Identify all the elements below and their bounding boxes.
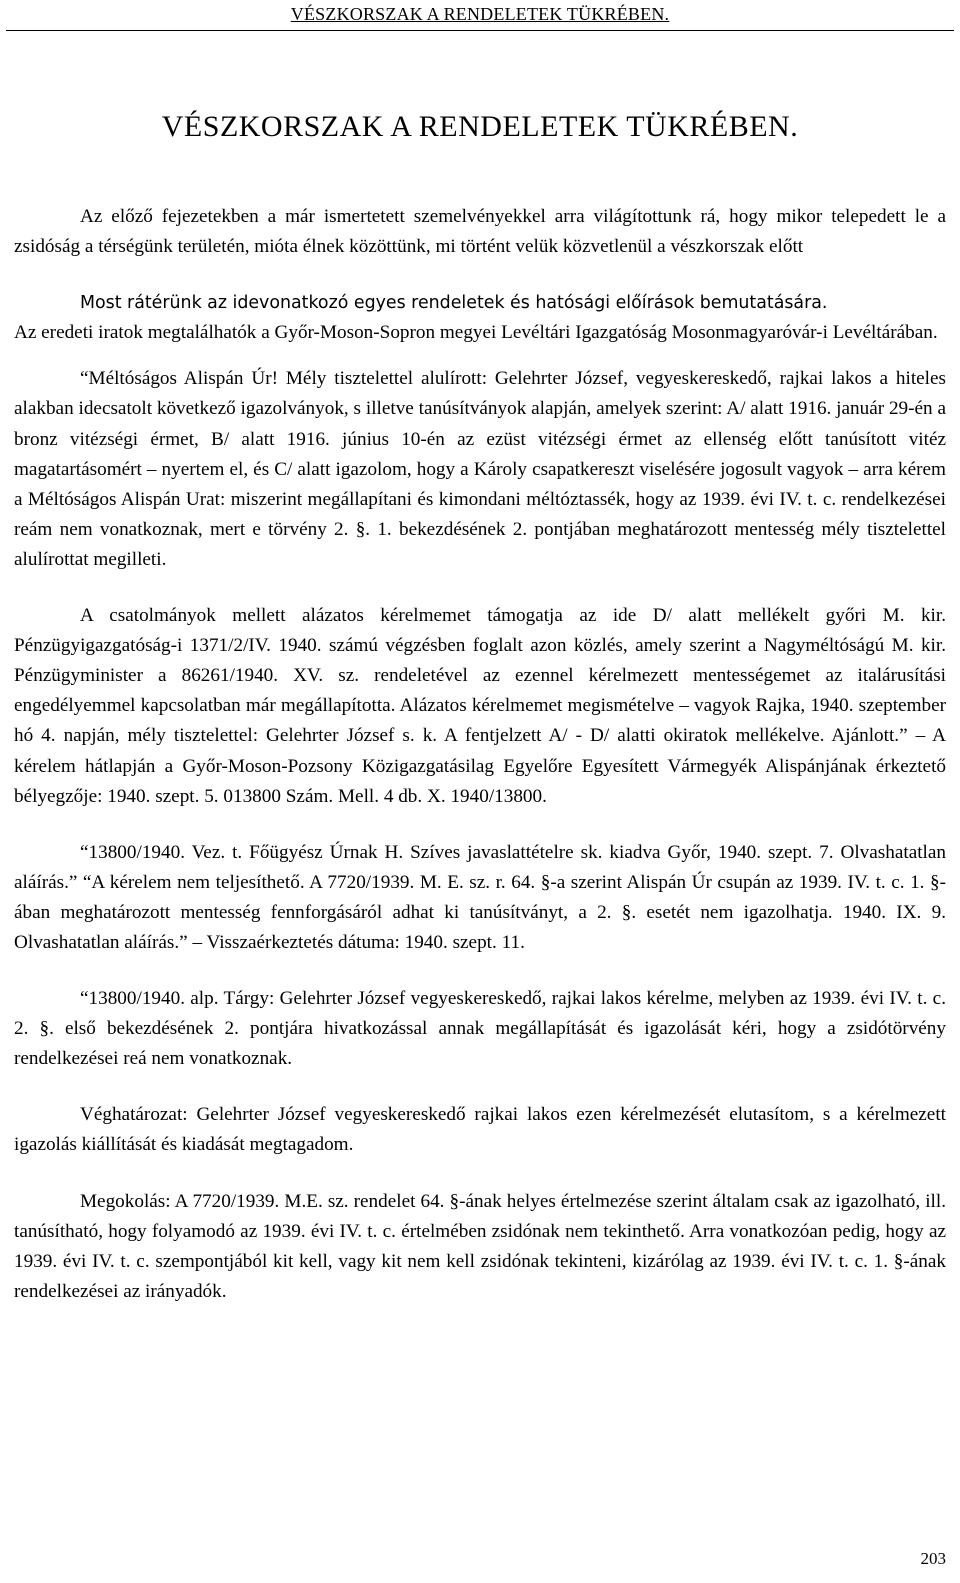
paragraph-attachments: A csatolmányok mellett alázatos kérelmemet támogatja az ide D/ alatt mellékelt győri M. kir. Pénzügyigazgatóság-i 1371/2/IV. 1940. számú végzésben foglalt azon közlés, amely szerint a Nagyméltóságú M. kir. Pénzügyminister a 86261/1940. XV. sz. rendeletével az ezennel kérelmezett mentességemet az italárusítási engedélyemmel kapcsolatban már megállapította. Alázatos kérelmemet megismételve – vagyok Rajka, 1940. szeptember hó 4. napján, mély tisztelettel: Gelehrter József s. k. A fentjelzett A/ - D/ alatti okiratok mellékelve. Ajánlott.” – A kérelem hátlapján a Győr-Moson-Pozsony Közigazgatásilag Egyelőre Egyesített Vármegyék Alispánjának érkeztető bélyegzője: 1940. szept. 5. 013800 Szám. Mell. 4 db. X. 1940/13800. (14, 605, 946, 807)
paragraph-archive-source: Az eredeti iratok megtalálhatók a Győr-Moson-Sopron megyei Levéltári Igazgatóság Mosonmagyaróvár-i Levéltárában. (14, 322, 938, 344)
paragraph-transition: Most rátérünk az idevonatkozó egyes rendeletek és hatósági előírások bemutatására. (80, 293, 828, 314)
paragraph-prosecutor-note: “13800/1940. Vez. t. Főügyész Úrnak H. Szíves javaslattételre sk. kiadva Győr, 1940. szept. 7. Olvashatatlan aláírás.” “A kérelem nem teljesíthető. A 7720/1939. M. E. sz. r. 64. §-a szerint Alispán Úr csupán az 1939. IV. t. c. 1. §-ában meghatározott mentesség fennforgásáról adhat ki tanúsítványt, a 2. §. esetét nem igazolhatja. 1940. IX. 9. Olvashatatlan aláírás.” – Visszaérkeztetés dátuma: 1940. szept. 11. (14, 841, 946, 953)
chapter-title: VÉSZKORSZAK A RENDELETEK TÜKRÉBEN. (161, 110, 799, 143)
paragraph-subject: “13800/1940. alp. Tárgy: Gelehrter József vegyeskereskedő, rajkai lakos kérelme, melyben az 1939. évi IV. t. c. 2. §. első bekezdésének 2. pontjára hivatkozással annak megállapítását és igazolását kéri, hogy a zsidótörvény rendelkezései reá nem vonatkoznak. (14, 988, 946, 1070)
header-divider (6, 30, 954, 31)
running-header: VÉSZKORSZAK A RENDELETEK TÜKRÉBEN. (290, 4, 670, 24)
document-body (0, 202, 960, 1307)
page-number: 203 (920, 1549, 946, 1568)
paragraph-intro: Az előző fejezetekben a már ismertetett szemelvényekkel arra világítottunk rá, hogy mikor telepedett le a zsidóság a térségünk területén, mióta élnek közöttünk, mi történt velük közvetlenül a vészkorszak előtt (14, 206, 946, 258)
paragraph-petition: “Méltóságos Alispán Úr! Mély tisztelettel alulírott: Gelehrter József, vegyeskereskedő, rajkai lakos a hiteles alakban idecsatolt következő igazolványok, s illetve tanúsítványok alapján, amelyek szerint: A/ alatt 1916. január 29-én a bronz vitézségi érmet, B/ alatt 1916. június 10-én az ezüst vitézségi érmet az ellenség előtt tanúsított vitéz magatartásomért – nyertem el, és C/ alatt igazolom, hogy a Károly csapatkereszt viselésére jogosult vagyok – arra kérem a Méltóságos Alispán Urat: miszerint megállapítani és kimondani méltóztassék, hogy az 1939. évi IV. t. c. rendelkezései reám nem vonatkoznak, mert e törvény 2. §. 1. bekezdésének 2. pontjában meghatározott mentesség mély tisztelettel alulírottat megilleti. (14, 368, 946, 570)
paragraph-reasoning: Megokolás: A 7720/1939. M.E. sz. rendelet 64. §-ának helyes értelmezése szerint általam csak az igazolható, ill. tanúsítható, hogy folyamodó az 1939. évi IV. t. c. értelmében zsidónak nem tekinthető. Arra vonatkozóan pedig, hogy az 1939. évi IV. t. c. szempontjából kit kell, vagy kit nem kell zsidónak tekinteni, kizárólag az 1939. évi IV. t. c. 1. §-ának rendelkezései az irányadók. (14, 1190, 946, 1302)
paragraph-final-decision: Véghatározat: Gelehrter József vegyeskereskedő rajkai lakos ezen kérelmezését elutasítom, s a kérelmezett igazolás kiállítását és kiadását megtagadom. (14, 1104, 946, 1156)
